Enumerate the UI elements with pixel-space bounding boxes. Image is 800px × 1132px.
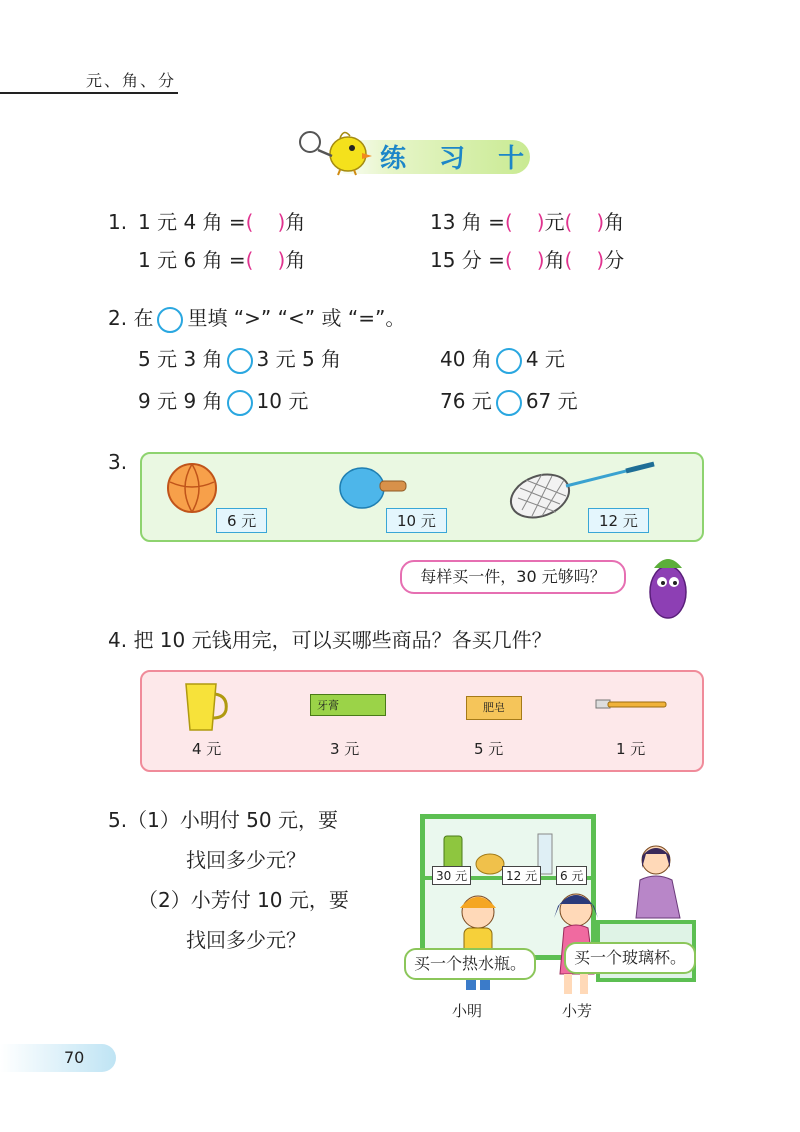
q3-price-tag: 12 元 [588, 508, 649, 533]
q1a-expression: 1 元 4 角 = [138, 210, 246, 234]
toothbrush-icon [594, 696, 668, 716]
q1-item-d: 15 分 =( )角( )分 [430, 248, 625, 272]
shelf-price-tag: 6 元 [556, 866, 587, 885]
chick-mascot-icon [296, 126, 378, 176]
q5-part1-line1: 5.（1）小明付 50 元，要 [108, 808, 338, 832]
q1-item-c: 13 角 =( )元( )角 [430, 210, 625, 234]
q5-part2-line2: 找回多少元？ [186, 928, 306, 952]
ping-pong-paddle-icon [338, 466, 410, 510]
q1-item-a: 1 元 4 角 =( )角 [138, 210, 306, 234]
q4-price: 4 元 [192, 740, 222, 758]
name-label-xiaoming: 小明 [452, 1002, 483, 1020]
shelf-price-tag: 12 元 [502, 866, 541, 885]
exercise-title: 练 习 十 [380, 144, 537, 174]
eggplant-mascot-icon [640, 546, 694, 622]
compare-circle[interactable] [496, 348, 522, 374]
q4-price: 1 元 [616, 740, 646, 758]
header-rule [0, 92, 178, 94]
ball-icon [166, 462, 218, 514]
q2-instruction: 2. 在 里填 “>” “<” 或 “=”。 [108, 306, 405, 333]
q4-price: 5 元 [474, 740, 504, 758]
compare-circle[interactable] [227, 348, 253, 374]
q5-part1-line2: 找回多少元？ [186, 848, 306, 872]
q3-number: 3. [108, 450, 128, 474]
page-number-tab [0, 1044, 116, 1072]
page-number: 70 [64, 1048, 85, 1067]
toothpaste-icon: 牙膏 [310, 694, 386, 716]
name-label-xiaofang: 小芳 [562, 1002, 593, 1020]
q2-item: 5 元 3 角 3 元 5 角 [138, 347, 341, 374]
q2-item: 76 元 67 元 [440, 389, 578, 416]
q2-item: 40 角 4 元 [440, 347, 565, 374]
q5-part2-line1: （2）小芳付 10 元，要 [138, 888, 349, 912]
soap-icon: 肥皂 [466, 696, 522, 720]
cup-icon [182, 680, 232, 734]
q3-question-bubble: 每样买一件，30 元够吗？ [400, 560, 626, 594]
shopkeeper-icon [622, 840, 696, 920]
compare-circle[interactable] [227, 390, 253, 416]
q2-item: 9 元 9 角 10 元 [138, 389, 308, 416]
compare-circle [157, 307, 183, 333]
q4-text: 4. 把 10 元钱用完，可以买哪些商品？各买几件？ [108, 628, 552, 652]
xiaofang-speech-bubble: 买一个玻璃杯。 [564, 942, 696, 974]
xiaoming-speech-bubble: 买一个热水瓶。 [404, 948, 536, 980]
q1-number: 1. [108, 210, 128, 234]
q4-price: 3 元 [330, 740, 360, 758]
chapter-header: 元、角、分 [86, 71, 177, 90]
shelf-price-tag: 30 元 [432, 866, 471, 885]
q3-price-tag: 6 元 [216, 508, 267, 533]
q3-price-tag: 10 元 [386, 508, 447, 533]
q1-item-b: 1 元 6 角 =( )角 [138, 248, 306, 272]
compare-circle[interactable] [496, 390, 522, 416]
